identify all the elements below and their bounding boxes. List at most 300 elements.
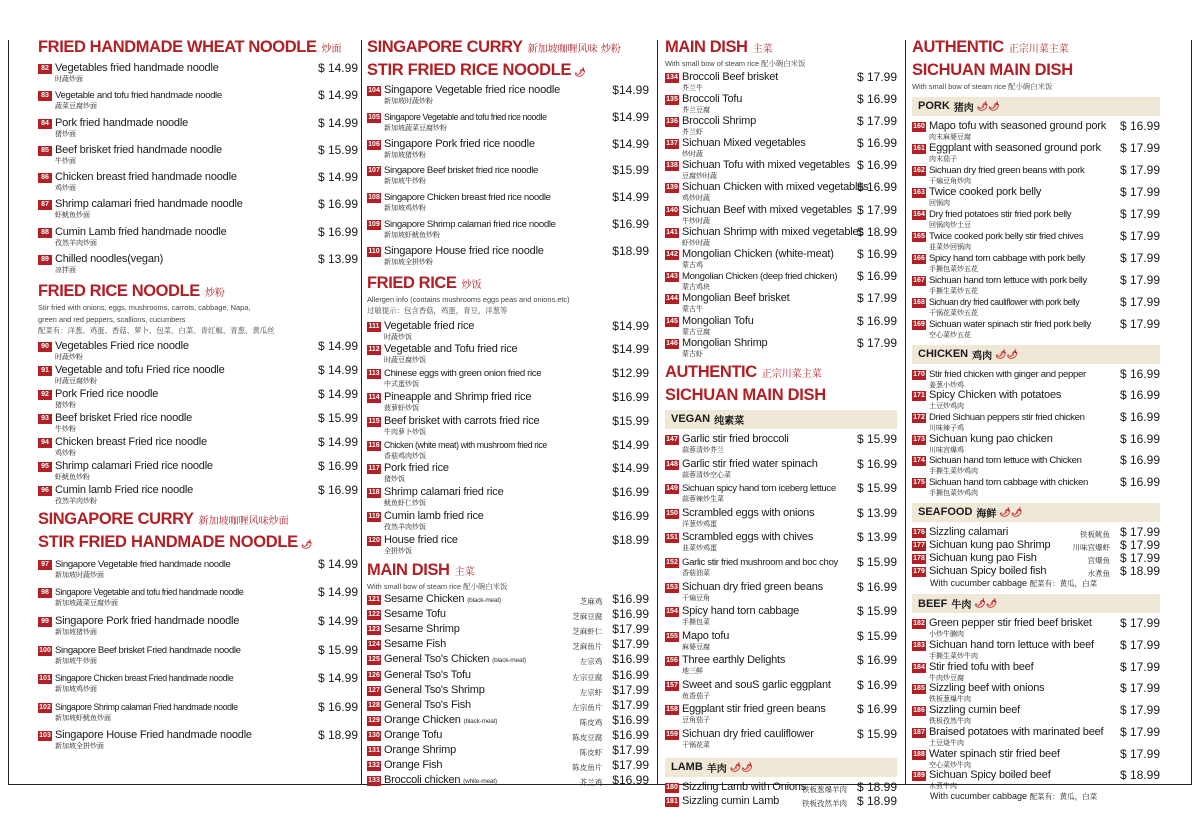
category-band-label-cn: 牛肉: [951, 600, 972, 612]
item-name: [384, 774, 580, 788]
item-name: [929, 454, 1116, 467]
item-name: [682, 458, 853, 471]
menu-item[interactable]: [367, 623, 649, 638]
item-name-text: Scrambled eggs with onions: [682, 506, 815, 519]
item-body: [682, 482, 853, 504]
item-name-text: Sizzling calamari: [929, 525, 1009, 538]
item-number-badge: 110: [368, 247, 380, 255]
menu-item[interactable]: [912, 186, 1160, 208]
item-note: (black-meat): [492, 657, 526, 665]
menu-item[interactable]: [367, 367, 649, 391]
item-name: [384, 343, 608, 356]
menu-item[interactable]: [367, 391, 649, 415]
item-price: $ 18.99: [856, 224, 897, 239]
item-number-badge: 159: [666, 731, 678, 739]
item-name: [682, 71, 853, 84]
chili-icon: 🌶🌶: [999, 506, 1023, 517]
item-name: [682, 780, 807, 794]
item-price: $ 16.99: [317, 224, 358, 239]
menu-item[interactable]: [665, 654, 897, 679]
section-title: SINGAPORE CURRY: [38, 509, 194, 528]
side-note-text: With cucumber cabbage: [930, 790, 1028, 801]
item-price: $ 18.99: [856, 779, 897, 794]
menu-item[interactable]: [665, 181, 897, 203]
item-body: [682, 630, 853, 652]
item-body: [682, 433, 853, 455]
item-body: [384, 608, 572, 621]
item-name-text: Eggplant stir fried green beans: [682, 703, 826, 716]
item-name: [929, 769, 1116, 782]
menu-item[interactable]: [367, 699, 649, 714]
item-body: [682, 556, 853, 578]
item-name-cn: 时蔬炒粉: [55, 352, 83, 361]
item-name-cn: 新加坡虾鱿鱼炒粉: [384, 230, 440, 239]
section-description: Allergen info (contains mushrooms eggs peas and onions.etc): [367, 294, 570, 304]
menu-item[interactable]: [367, 510, 649, 534]
menu-item[interactable]: [367, 759, 649, 774]
menu-item[interactable]: [912, 389, 1160, 411]
menu-item[interactable]: [665, 248, 897, 270]
item-body: [929, 274, 1116, 296]
menu-item[interactable]: [38, 460, 358, 484]
item-name: [384, 623, 572, 636]
menu-item[interactable]: [912, 682, 1160, 704]
menu-item[interactable]: [665, 270, 897, 292]
menu-item[interactable]: [665, 507, 897, 532]
menu-item[interactable]: [38, 672, 358, 701]
item-body: [682, 225, 864, 248]
menu-item[interactable]: [912, 617, 1160, 639]
menu-item[interactable]: [38, 644, 358, 673]
item-number-badge: 123: [368, 626, 380, 634]
item-body: [929, 411, 1116, 433]
menu-item[interactable]: [912, 142, 1160, 164]
menu-item[interactable]: [38, 226, 358, 253]
menu-item[interactable]: [665, 781, 897, 795]
menu-item[interactable]: [38, 89, 358, 116]
item-body: [682, 137, 853, 159]
menu-item[interactable]: [912, 726, 1160, 748]
menu-item[interactable]: [367, 729, 649, 744]
item-number-badge: 99: [38, 617, 52, 627]
item-price: $ 17.99: [1119, 746, 1160, 761]
menu-item[interactable]: [912, 565, 1160, 578]
menu-item[interactable]: [912, 230, 1160, 252]
menu-item[interactable]: [38, 340, 358, 364]
item-price: $14.99: [612, 83, 649, 97]
item-price: $ 16.99: [317, 482, 358, 497]
item-name-text: Shrimp calamari Fried rice noodle: [55, 459, 213, 472]
item-name-text: Vegetable and Tofu fried rice: [384, 343, 518, 356]
menu-item[interactable]: [38, 388, 358, 412]
item-number-badge: 121: [368, 596, 380, 604]
menu-item[interactable]: [665, 630, 897, 655]
item-number-badge: 85: [38, 146, 52, 156]
category-band: [665, 410, 897, 429]
item-name-text: Braised potatoes with marinated beef: [929, 725, 1104, 738]
item-name-text: Garlic stir fried water spinach: [682, 457, 818, 470]
menu-item[interactable]: [912, 704, 1160, 726]
item-number-badge: 155: [666, 632, 678, 640]
item-number-badge: 185: [913, 685, 925, 693]
menu-item[interactable]: [38, 171, 358, 198]
item-number-badge: 151: [666, 534, 678, 542]
item-number-badge: 133: [368, 777, 380, 785]
item-name: [55, 364, 314, 377]
menu-item[interactable]: [665, 605, 897, 630]
menu-item[interactable]: [665, 679, 897, 704]
menu-item[interactable]: [38, 198, 358, 225]
item-name: [929, 164, 1116, 177]
menu-item[interactable]: [367, 608, 649, 623]
menu-item[interactable]: [38, 412, 358, 436]
menu-item[interactable]: [367, 669, 649, 684]
item-name: [55, 460, 314, 473]
menu-item[interactable]: [665, 703, 897, 728]
item-name-text: Sesame Shrimp: [384, 623, 460, 636]
menu-item[interactable]: [367, 684, 649, 699]
menu-item[interactable]: [665, 292, 897, 314]
item-name-text: Sichuan Spicy boiled beef: [929, 769, 1051, 782]
item-name: [55, 436, 314, 449]
menu-item[interactable]: [367, 593, 649, 608]
item-price: $ 17.99: [1119, 537, 1160, 552]
item-name-cn: 左宗虾: [579, 687, 603, 697]
chili-icon: 🌶🌶: [974, 598, 998, 609]
menu-item[interactable]: [38, 253, 358, 280]
item-price: $17.99: [612, 682, 649, 697]
item-price: $ 15.99: [856, 604, 897, 619]
item-price: $14.99: [612, 318, 649, 333]
menu-item[interactable]: [665, 226, 897, 248]
item-body: [384, 245, 608, 267]
item-name: [384, 486, 608, 499]
item-body: [929, 526, 1080, 539]
menu-item[interactable]: [665, 531, 897, 556]
menu-item[interactable]: [912, 318, 1160, 340]
column-divider: [905, 40, 906, 785]
item-number-badge: 94: [38, 438, 52, 448]
item-number-badge: 128: [368, 701, 380, 709]
menu-item[interactable]: [912, 296, 1160, 318]
item-body: [55, 144, 314, 166]
menu-item[interactable]: [367, 320, 649, 344]
item-price: $ 17.99: [1119, 206, 1160, 221]
menu-item[interactable]: [665, 71, 897, 93]
menu-item[interactable]: [367, 638, 649, 653]
menu-item[interactable]: [912, 661, 1160, 683]
item-name: [682, 728, 853, 741]
item-name: [682, 270, 853, 283]
item-name-cn: 空心菜炒牛肉: [929, 760, 971, 769]
menu-item[interactable]: [367, 343, 649, 367]
item-name: [929, 433, 1116, 446]
item-body: [682, 728, 853, 750]
menu-item[interactable]: [38, 729, 358, 758]
item-name: [55, 484, 314, 497]
item-number-badge: 170: [913, 370, 925, 378]
menu-list: [665, 781, 897, 809]
item-price: $ 17.99: [1119, 524, 1160, 539]
menu-item[interactable]: [912, 748, 1160, 770]
item-body: [929, 454, 1116, 476]
item-number-badge: 102: [39, 703, 51, 711]
menu-item[interactable]: [665, 93, 897, 115]
section-description: Stir fried with onions, eggs, mushrooms, carrots, cabbage, Napa,: [38, 303, 251, 313]
menu-item[interactable]: [38, 62, 358, 89]
item-number-badge: 143: [666, 273, 678, 281]
menu-item[interactable]: [38, 117, 358, 144]
menu-item[interactable]: [912, 274, 1160, 296]
item-price: $ 17.99: [1119, 659, 1160, 674]
item-number-badge: 100: [39, 646, 51, 654]
item-name: [929, 389, 1116, 402]
item-body: [682, 337, 853, 359]
menu-item[interactable]: [367, 439, 649, 463]
category-band-label: VEGAN: [671, 413, 711, 426]
item-name-text: Sichuan Chicken with mixed vegetables: [682, 181, 869, 194]
menu-item[interactable]: [912, 454, 1160, 476]
menu-item[interactable]: [665, 204, 897, 226]
item-name: [929, 274, 1116, 287]
menu-item[interactable]: [665, 315, 897, 337]
item-name-cn: 干锅花菜炒五花: [929, 308, 978, 317]
section-title-cn: 正宗川菜主菜: [761, 368, 822, 380]
item-name-cn: 炒时蔬: [682, 150, 703, 159]
menu-item[interactable]: [665, 115, 897, 137]
item-name: [682, 159, 853, 172]
menu-list: [665, 433, 897, 753]
item-name-text: Garlic stir fried broccoli: [682, 432, 789, 445]
item-body: [55, 729, 314, 751]
item-body: [682, 270, 853, 292]
menu-item[interactable]: [912, 208, 1160, 230]
item-name-cn: 铁板鱿鱼: [1079, 529, 1110, 539]
item-name-text: Sichuan dry fried cauliflower: [682, 728, 814, 741]
menu-item[interactable]: [912, 252, 1160, 274]
item-price: $ 15.99: [317, 642, 358, 657]
item-body: [384, 367, 608, 389]
item-name-cn: 豆角茄子: [682, 716, 710, 725]
item-name: [929, 142, 1116, 155]
menu-item[interactable]: [367, 164, 649, 191]
menu-item[interactable]: [38, 701, 358, 730]
menu-item[interactable]: [912, 433, 1160, 455]
item-name-text: Singapore Vegetable and tofu fried handmade noodle: [55, 587, 244, 598]
menu-item[interactable]: [367, 714, 649, 729]
item-body: [384, 759, 572, 772]
menu-item[interactable]: [38, 484, 358, 508]
item-name: [55, 412, 314, 425]
menu-item[interactable]: [665, 581, 897, 606]
item-name-text: Beef brisket Fried rice noodle: [55, 411, 193, 424]
item-body: [384, 218, 608, 240]
menu-item[interactable]: [665, 337, 897, 359]
item-body: [384, 486, 608, 508]
category-band-label: BEEF: [918, 597, 948, 610]
menu-column-3: [665, 36, 897, 808]
item-name: [682, 556, 853, 569]
item-body: [682, 780, 807, 794]
item-number-badge: 138: [666, 162, 678, 170]
item-name-text: Singapore Beef brisket Fried handmade noodle: [55, 644, 241, 656]
item-price: $15.99: [612, 163, 649, 178]
item-number-badge: 166: [913, 254, 925, 262]
item-body: [929, 682, 1116, 704]
item-price: $ 17.99: [1119, 184, 1160, 199]
menu-item[interactable]: [367, 191, 649, 218]
item-number-badge: 90: [38, 342, 52, 352]
chili-icon: 🌶🌶: [976, 100, 1000, 111]
menu-item[interactable]: [912, 526, 1160, 539]
menu-item[interactable]: [38, 615, 358, 644]
item-name-cn: 左宗豆腐: [572, 672, 603, 682]
item-price: $18.99: [612, 243, 649, 258]
item-number-badge: 91: [38, 366, 52, 376]
item-name-cn: 牛肉炒豆腐: [929, 673, 964, 682]
menu-item[interactable]: [912, 368, 1160, 390]
item-name-text: Shrimp calamari fried rice: [384, 486, 504, 499]
item-name: [929, 186, 1116, 199]
item-number-badge: 161: [913, 144, 925, 152]
item-name: [384, 138, 608, 151]
item-number-badge: 108: [368, 194, 380, 202]
item-number-badge: 104: [368, 87, 380, 94]
item-price: $17.99: [612, 637, 649, 652]
item-name-cn: 芝麻虾仁: [572, 627, 603, 637]
menu-item[interactable]: [38, 144, 358, 171]
item-body: [929, 318, 1116, 340]
menu-item[interactable]: [912, 120, 1160, 142]
item-name-cn: 新加坡牛炒面: [55, 656, 97, 665]
item-body: [929, 539, 1072, 552]
menu-item[interactable]: [38, 436, 358, 460]
category-band-label: PORK: [918, 100, 950, 112]
item-name-cn: 芥兰豆腐: [682, 105, 710, 114]
menu-item[interactable]: [367, 111, 649, 138]
menu-item[interactable]: [665, 556, 897, 581]
item-name-cn: 宫爆鱼: [1087, 556, 1110, 565]
item-name-text: General Tso's Chicken: [384, 653, 490, 666]
item-name-cn: 新加坡蔬菜豆腐炒粉: [384, 123, 447, 132]
item-name-text: Broccoli Shrimp: [682, 114, 757, 127]
item-name-cn: 新加坡牛炒粉: [384, 177, 426, 186]
menu-item[interactable]: [665, 482, 897, 507]
menu-item[interactable]: [912, 639, 1160, 661]
item-number-badge: 171: [913, 392, 925, 400]
item-name: [682, 482, 853, 495]
item-number-badge: 180: [666, 783, 678, 791]
item-price: $16.99: [612, 508, 649, 523]
category-band-label-cn: 羊肉: [706, 763, 727, 775]
item-price: $ 14.99: [317, 88, 358, 103]
menu-item[interactable]: [38, 558, 358, 587]
menu-item[interactable]: [367, 415, 649, 439]
menu-item[interactable]: [38, 364, 358, 388]
item-name: [682, 115, 853, 128]
item-name-cn: 韭菜炒回锅肉: [929, 242, 971, 251]
menu-list: [367, 320, 649, 558]
menu-item[interactable]: [665, 458, 897, 483]
item-name-text: Sichuan hand torn lettuce with pork belly: [929, 274, 1087, 286]
menu-item[interactable]: [367, 534, 649, 558]
menu-item[interactable]: [665, 433, 897, 458]
item-name-text: Scrambled eggs with chives: [682, 531, 814, 544]
section-subtitle: SICHUAN MAIN DISH: [912, 61, 1073, 79]
item-name: [929, 661, 1116, 674]
menu-item[interactable]: [367, 653, 649, 668]
item-body: [929, 186, 1116, 208]
item-number-badge: 157: [666, 681, 678, 689]
item-name: [682, 795, 802, 808]
item-price: $ 14.99: [317, 61, 358, 75]
menu-item[interactable]: [912, 476, 1160, 498]
item-number-badge: 101: [39, 675, 51, 683]
menu-item[interactable]: [912, 769, 1160, 791]
item-name: [929, 539, 1072, 552]
menu-item[interactable]: [665, 159, 897, 181]
menu-item[interactable]: [665, 728, 897, 753]
item-number-badge: 182: [913, 620, 925, 628]
item-name: [384, 191, 608, 204]
chili-icon: 🌶🌶: [729, 761, 753, 772]
item-name-cn: 鸡炒时蔬: [682, 194, 710, 203]
menu-item[interactable]: [367, 138, 649, 165]
menu-item[interactable]: [367, 84, 649, 111]
menu-item[interactable]: [38, 586, 358, 615]
item-name: [55, 62, 314, 75]
menu-item[interactable]: [367, 774, 649, 789]
item-name-cn: 干锅花菜: [682, 741, 710, 750]
item-body: [384, 415, 608, 437]
menu-item[interactable]: [367, 245, 649, 272]
menu-item[interactable]: [665, 137, 897, 159]
menu-item[interactable]: [665, 795, 897, 809]
menu-item[interactable]: [912, 411, 1160, 433]
menu-item[interactable]: [367, 218, 649, 245]
item-name: [929, 208, 1116, 221]
section-header: [665, 38, 897, 57]
item-body: [384, 320, 608, 342]
menu-item[interactable]: [367, 744, 649, 759]
item-number-badge: 115: [368, 417, 380, 425]
item-price: $ 17.99: [1119, 724, 1160, 739]
item-name-cn: 土豆炒鸡肉: [929, 402, 964, 411]
menu-item[interactable]: [367, 486, 649, 510]
item-number-badge: 169: [913, 320, 925, 328]
item-name-cn: 菠萝虾炒饭: [384, 403, 419, 412]
item-price: $ 16.99: [1119, 118, 1160, 133]
item-number-badge: 118: [368, 489, 380, 497]
item-price: $ 17.99: [1119, 294, 1160, 309]
item-number-badge: 105: [368, 113, 380, 121]
menu-item[interactable]: [367, 462, 649, 486]
item-name-text: Spicy hand torn cabbage with pork belly: [929, 252, 1085, 264]
menu-item[interactable]: [912, 164, 1160, 186]
item-body: [384, 138, 608, 160]
item-name-cn: 鱿鱼虾仁炒饭: [384, 499, 426, 508]
category-band: [912, 345, 1160, 364]
item-name-cn: 牛炒面: [55, 156, 76, 165]
item-number-badge: 106: [368, 140, 380, 148]
section-subtitle: [367, 61, 649, 80]
item-name-cn: 川味辣子鸡: [929, 423, 964, 432]
section-description: With small bow of steam rice 配小碗白米饭: [665, 59, 806, 68]
item-body: [929, 208, 1116, 230]
section-header: [367, 561, 649, 580]
item-number-badge: 183: [913, 642, 925, 650]
item-name: [55, 171, 314, 184]
